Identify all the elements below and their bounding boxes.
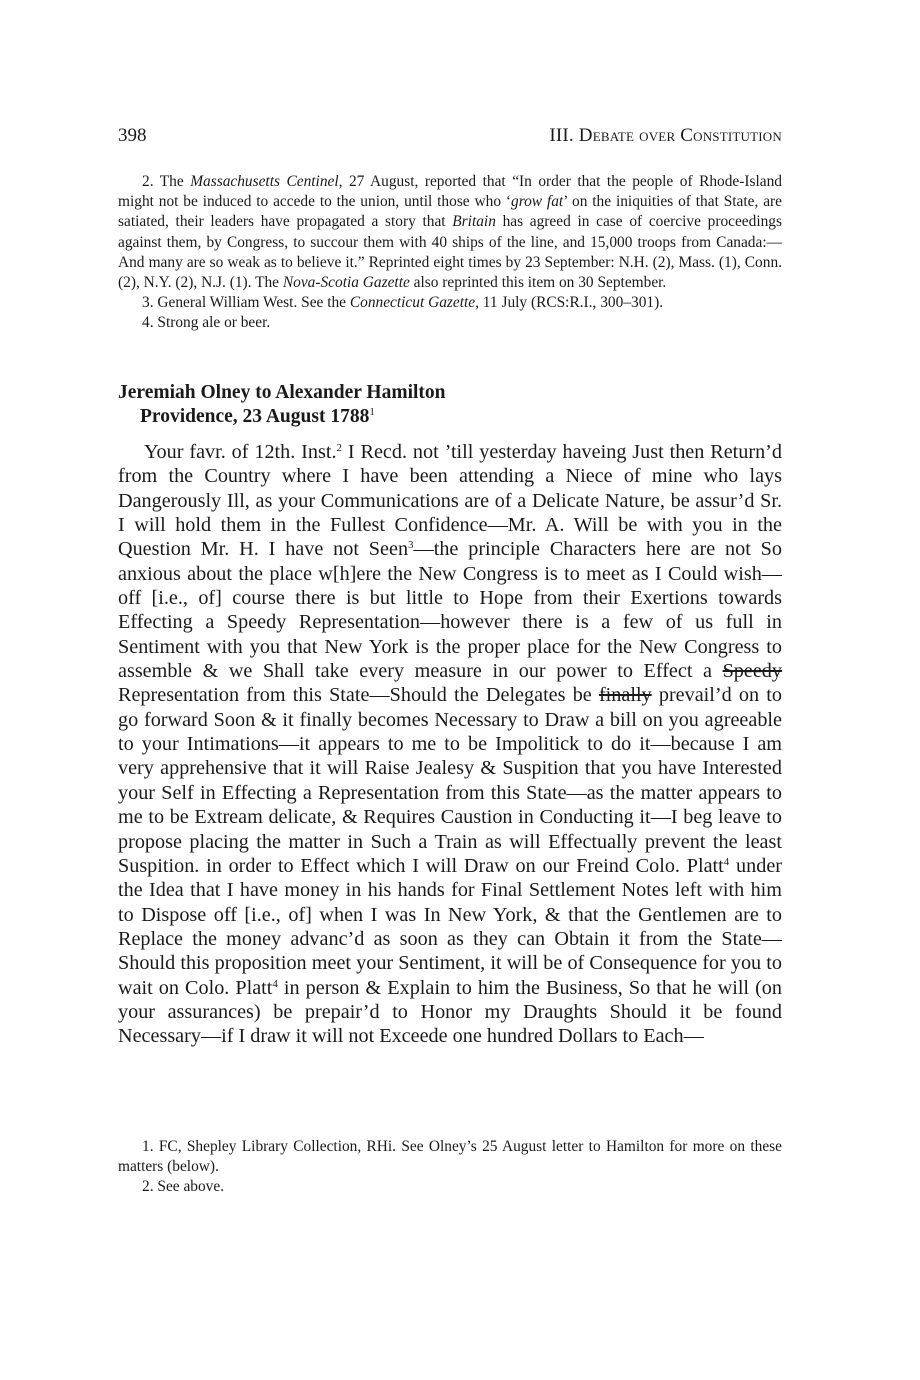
page-number: 398 xyxy=(118,125,147,146)
letter-heading-title: Jeremiah Olney to Alexander Hamilton xyxy=(118,382,446,403)
footnote-ref-2: 2 xyxy=(336,442,343,454)
section-title: III. Debate over Constitution xyxy=(549,125,782,146)
bottom-footnotes xyxy=(118,1137,782,1198)
footnote-2-bottom: 2. See above. xyxy=(142,1178,225,1196)
running-head xyxy=(118,124,782,148)
letter-heading xyxy=(118,381,782,429)
struck-word-finally: finally xyxy=(598,684,652,707)
footnote-3-top: 3. General William West. See the Connecticut Gazette, 11 July (RCS:R.I., 300–301). xyxy=(142,294,664,312)
footnote-ref-3: 3 xyxy=(408,539,414,552)
footnote-ref-1: 1 xyxy=(369,406,375,418)
struck-word-speedy: Speedy xyxy=(722,660,782,683)
top-footnotes xyxy=(118,172,782,334)
letter-heading-place-date: Providence, 23 August 1788$^1$ xyxy=(140,406,375,427)
footnote-2-top: 2. The Massachusetts Centinel, 27 August, reported that “In order that the people of Rhode-Island might not be induced to accede to the union, until those who ‘grow fat’ on the iniquities of that State, are satiated, their leaders have propagated a story that Britain has agreed in case of coercive proceedings against them, by Congress, to succour them with 40 ships of the line, and 15,000 troops from Canada:—And many are so weak as to believe it.” Reprinted eight times by 23 September: N.H. (2), Mass. (1), Conn. (2), N.Y. (2), N.J. (1). The Nova-Scotia Gazette also reprinted this item on 30 September. xyxy=(118,173,782,292)
letter-body: Your favr. of 12th. Inst.$^2$ I Recd. not ’till yesterday haveing Just then Return’d from the Country where I have been attending a Niece of mine who lays Dangerously Ill, as your Communications are of a Delicate Nature, be assur’d Sr. I will hold them in the Fullest Confidence—Mr. A. Will be with you in the Question Mr. H. I have not Seen$^3$—the principle Characters here are not So anxious about the place w[h]ere the New Congress is to meet as I Could wish—off [i.e., of] course there is but little to Hope from their Exertions towards Effecting a Speedy Representation—however there is a few of us full in Sentiment with you that New York is the proper place for the New Congress to assemble & we Shall take every measure in our power to Effect a Speedy Representation from this State—Should the Delegates be finally prevail’d on to go forward Soon & it finally becomes Necessary to Draw a bill on you agreeable to your Intimations—it appears to me to be Impolitick to do it—because I am very apprehensive that it will Raise Jealesy & Suspition that you have Interested your Self in Effecting a Representation from this State—as the matter appears to me to be Extream delicate, & Requires Caustion in Conducting it—I beg leave to propose placing the matter in Such a Train as will Effectually prevent the least Suspition. in order to Effect which I will Draw on our Freind Colo. Platt$^4$ under the Idea that I have money in his hands for Final Settlement Notes left with him to Dispose off [i.e., of] when I was In New York, & that the Gentlemen are to Replace the money advanc’d as soon as they can Obtain it from the State—Should this proposition meet your Sentiment, it will be of Consequence for you to wait on Colo. Platt$^4$ in person & Explain to him the Business, So that he will (on your assurances) be prepair’d to Honor my Draughts Should it be found Necessary—if I draw it will not Exceede one hundred Dollars to Each— xyxy=(118,441,783,1048)
footnote-4-top: 4. Strong ale or beer. xyxy=(142,314,271,332)
footnote-ref-4: 4 xyxy=(723,855,730,868)
footnote-ref-4-second: 4 xyxy=(272,977,278,990)
footnote-1-bottom: 1. FC, Shepley Library Collection, RHi. See Olney’s 25 August letter to Hamilton for more on these matters (below). xyxy=(118,1138,782,1176)
